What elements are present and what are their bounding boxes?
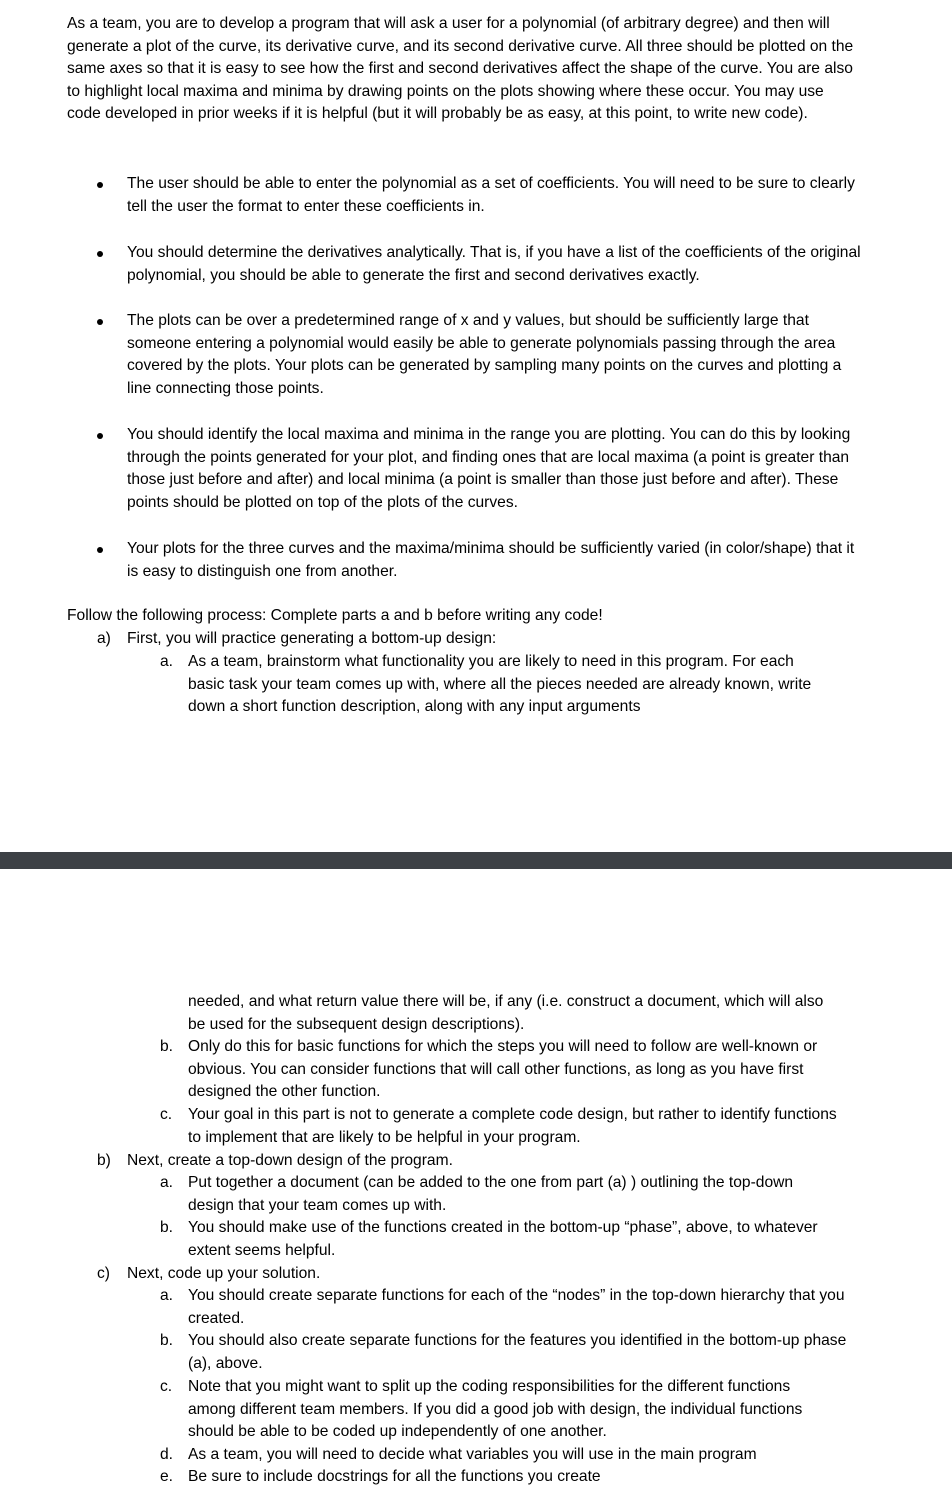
page-divider (0, 852, 952, 869)
document-page-2: needed, and what return value there will be, if any (i.e. construct a document, which will also be used for the subsequent design descriptions). b. Only do this for basic functions for which the steps you will need to follow are well-known or obvious. You can consider functions that will call other functions, as long as you have first designed the other function. c. Your goal in this part is not to generate a complete code design, but rather to identify functions to implement that are likely to be helpful in your program. b) Next, create a top-down design of the program. a. Put together a document (can be added to the one from part (a) ) outlining the top-down design that your team comes up with. b. You should make use of the functions created in the bottom-up “phase”, above, to whatever extent seems helpful. c) Next, code up your solution. a. You should create separate functions for each of the “nodes” in the top-down hierarchy that you created. b. You should also create separate functions for the features you identified in the bottom-up phase (a), above. c. Note that you might want to split up the coding responsibilities for the different functions among different team members. If you did a good job with design, the individual functions should be able to be coded up independently of one another. d. As a team, you will need to decide what variables you will use in the main program e. Be sure to include docstrings for all the functions you create (97, 993, 847, 1485)
bullet-dot-icon (97, 547, 103, 553)
bullet-dot-icon (97, 319, 103, 325)
bullet-dot-icon (97, 251, 103, 257)
bullet-dot-icon (97, 182, 103, 188)
bullet-item: Your plots for the three curves and the maxima/minima should be sufficiently varied (in color/shape) that it is easy to distinguish one from another. (97, 538, 867, 583)
intro-paragraph: As a team, you are to develop a program that will ask a user for a polynomial (of arbitrary degree) and then will generate a plot of the curve, its derivative curve, and its second derivative curve. All three should be plotted on the same axes so that it is easy to see how the first and second derivatives affect the shape of the curve. You are also to highlight local maxima and minima by drawing points on the plots showing where these occur. You may use code developed in prior weeks if it is helpful (but it will probably be as easy, at this point, to write new code). (67, 15, 854, 123)
bullet-item: You should identify the local maxima and minima in the range you are plotting. You can do this by looking through the points generated for your plot, and finding ones that are local maxima (a point is greater than those just before and after) and local minima (a point is smaller than those just before and after). These points should be plotted on top of the plots of the curves. (97, 424, 867, 514)
document-page-1: As a team, you are to develop a program that will ask a user for a polynomial (of arbitrary degree) and then will generate a plot of the curve, its derivative curve, and its second derivative curve. All three should be plotted on the same axes so that it is easy to see how the first and second derivatives affect the shape of the curve. You are also to highlight local maxima and minima by drawing points on the plots showing where these occur. You may use code developed in prior weeks if it is helpful (but it will probably be as easy, at this point, to write new code). The user should be able to enter the polynomial as a set of coefficients. You will need to be sure to clearly tell the user the format to enter these coefficients in. You should determine the derivatives analytically. That is, if you have a list of the coefficients of the original polynomial, you should be able to generate the first and second derivatives exactly. The plots can be over a predetermined range of x and y values, but should be sufficiently large that someone entering a polynomial would easily be able to generate polynomials passing through the area covered by the plots. Your plots can be generated by sampling many points on the curves and plotting a line connecting those points. You should identify the local maxima and minima in the range you are plotting. You can do this by looking through the points generated for your plot, and finding ones that are local maxima (a point is greater than those just before and after) and local minima (a point is smaller than those just before and after). These points should be plotted on top of the plots of the curves. Your plots for the three curves and the maxima/minima should be sufficiently varied (in color/shape) that it is easy to distinguish one from another. Follow the following process: Complete parts a and b before writing any code! a) First, you will practice generating a bottom-up design: a. As a team, brainstorm what functionality you are likely to need in this program. For each basic task your team comes up with, where all the pieces needed are already known, write down a short function description, along with any input arguments (0, 0, 952, 852)
bullet-item: The user should be able to enter the polynomial as a set of coefficients. You will need to be sure to clearly tell the user the format to enter these coefficients in. (97, 173, 867, 218)
bullet-dot-icon (97, 433, 103, 439)
bullet-item: The plots can be over a predetermined range of x and y values, but should be sufficiently large that someone entering a polynomial would easily be able to generate polynomials passing through the area covered by the plots. Your plots can be generated by sampling many points on the curves and plotting a line connecting those points. (97, 310, 867, 400)
process-heading: Follow the following process: Complete parts a and b before writing any code! (67, 607, 603, 624)
bullet-item: You should determine the derivatives analytically. That is, if you have a list of the coefficients of the original polynomial, you should be able to generate the first and second derivatives exactly. (97, 242, 867, 287)
